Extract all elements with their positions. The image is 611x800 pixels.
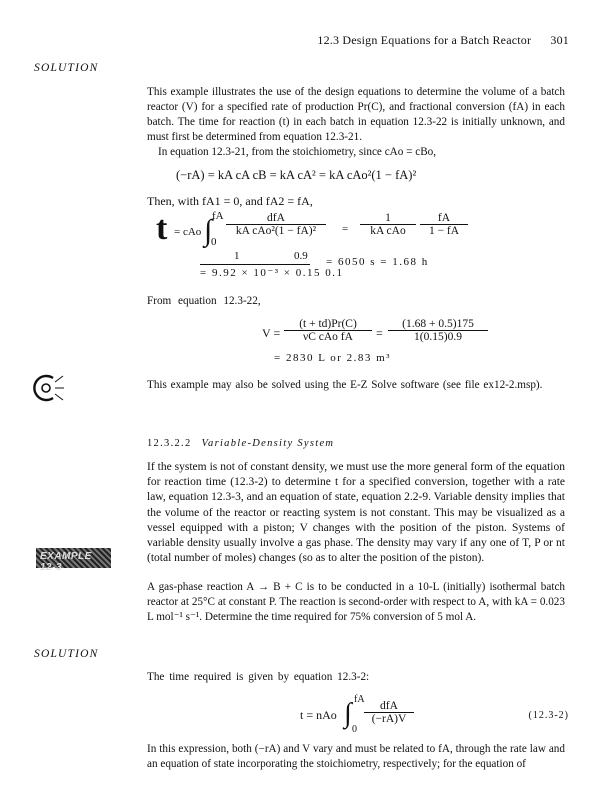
solution-two-intro: The time required is given by equation 12.3-2: [147,671,370,683]
fraction-one-denominator: kA cAo [370,225,406,237]
numeric-numerator-one: 1 [234,250,240,262]
cd-disc-icon [33,370,67,406]
volume-numeric-denominator: 1(0.15)0.9 [414,331,462,343]
numeric-denominator: = 9.92 × 10⁻³ × 0.15 0.1 [200,267,344,279]
volume-equation [262,318,522,366]
integrand-fraction [226,212,326,237]
variable-density-paragraph: If the system is not of constant density, we must use the more general form of the equation for reaction time (12.3-2) to determine t for a specified conversion, together with a rate law, equation 12.3-3, and an equation of state, equation 2.2-9. Variable density implies that the volume of the reactor or reacting system is not constant. This may be visualized as a vessel equipped with a piston; V changes with the position of the piston. Systems of variable density usually involve a gas phase. The density may vary if any one of T, P or nt (total number of moles) changes (so as to alter the position of the piston). [147,461,565,565]
example-banner [36,548,111,573]
solution-paragraph: This example illustrates the use of the design equations to determine the volume of a batch reactor (V) for a specified rate of production Pr(C), and fractional conversion (fA) in each batch. The time for reaction (t) in each batch in equation 12.3-22 is initially unknown, and must first be determined from equation 12.3-21. [147,86,565,143]
stoichiometry-line: In equation 12.3-21, from the stoichiometry, since cAo = cBo, [158,146,437,158]
then-line: Then, with fA1 = 0, and fA2 = fA, [147,194,313,208]
reaction-denominator: (−rA)V [371,713,407,725]
equals-sign: = [342,223,349,235]
time-symbol: t [156,210,168,247]
example-banner-label: EXAMPLE 12-3 [40,551,92,573]
integral-sign: ∫ [204,214,213,247]
fraction-two [420,212,468,237]
equation-number: (12.3-2) [528,710,569,721]
fraction-two-denominator: 1 − fA [428,225,460,237]
integrand-numerator: dfA [226,212,326,225]
reaction-fraction [364,700,414,725]
volume-equals: = [376,326,383,340]
volume-numeric-numerator: (1.68 + 0.5)175 [388,318,488,331]
example-text: A gas-phase reaction A → B + C is to be conducted in a 10-L (initially) isothermal batch reactor at 25°C at constant P. The reaction is second-order with respect to A, with kA = 0.023 L mol⁻¹ s⁻¹. Determine the time required for 75% conversion of 5 mol A. [147,581,565,623]
volume-fraction [284,318,372,343]
volume-result: = 2830 L or 2.83 m³ [274,352,392,364]
from-equation-line: From equation 12.3-22, [147,295,261,307]
time-coef: = cAo [174,226,202,238]
solution-label: SOLUTION [34,62,99,74]
fraction-one-numerator: 1 [360,212,416,225]
volume-denominator: νC cAo fA [303,331,353,343]
volume-numeric-fraction [388,318,488,343]
lower-limit: 0 [211,236,217,248]
volume-lhs: V = [262,326,281,340]
reaction-lower-limit: 0 [352,724,357,735]
time-equation [156,210,576,282]
time-result: = 6050 s = 1.68 h [326,256,429,268]
numeric-numerator-two: 0.9 [294,250,308,262]
upper-limit: fA [212,210,224,222]
page-number: 301 [550,33,569,47]
section-heading [147,438,334,449]
reaction-numerator: dfA [364,700,414,713]
running-header [317,33,569,48]
reaction-upper-limit: fA [354,694,365,705]
numeric-fraction-bar [200,264,310,265]
fraction-one [360,212,416,237]
section-number: 12.3.2.2 [147,438,192,449]
integrand-denominator: kA cAo²(1 − fA)² [235,225,317,237]
software-note: This example may also be solved using the E-Z Solve software (see file ex12-2.msp). [147,379,543,391]
reaction-time-lhs: t = nAo [300,708,337,722]
fraction-two-numerator: fA [420,212,468,225]
reaction-integral-sign: ∫ [344,698,352,729]
volume-numerator: (t + td)Pr(C) [284,318,372,331]
section-title: Variable-Density System [201,438,335,449]
header-section-title: 12.3 Design Equations for a Batch Reactor [317,33,532,47]
solution-label-2: SOLUTION [34,648,99,660]
rate-equation: (−rA) = kA cA cB = kA cA² = kA cAo²(1 − fA)² [176,168,417,182]
reaction-time-equation [300,694,440,738]
closing-paragraph: In this expression, both (−rA) and V vary and must be related to fA, through the rate law and an equation of state incorporating the stoichiometry, respectively; for the equation of [147,743,565,770]
